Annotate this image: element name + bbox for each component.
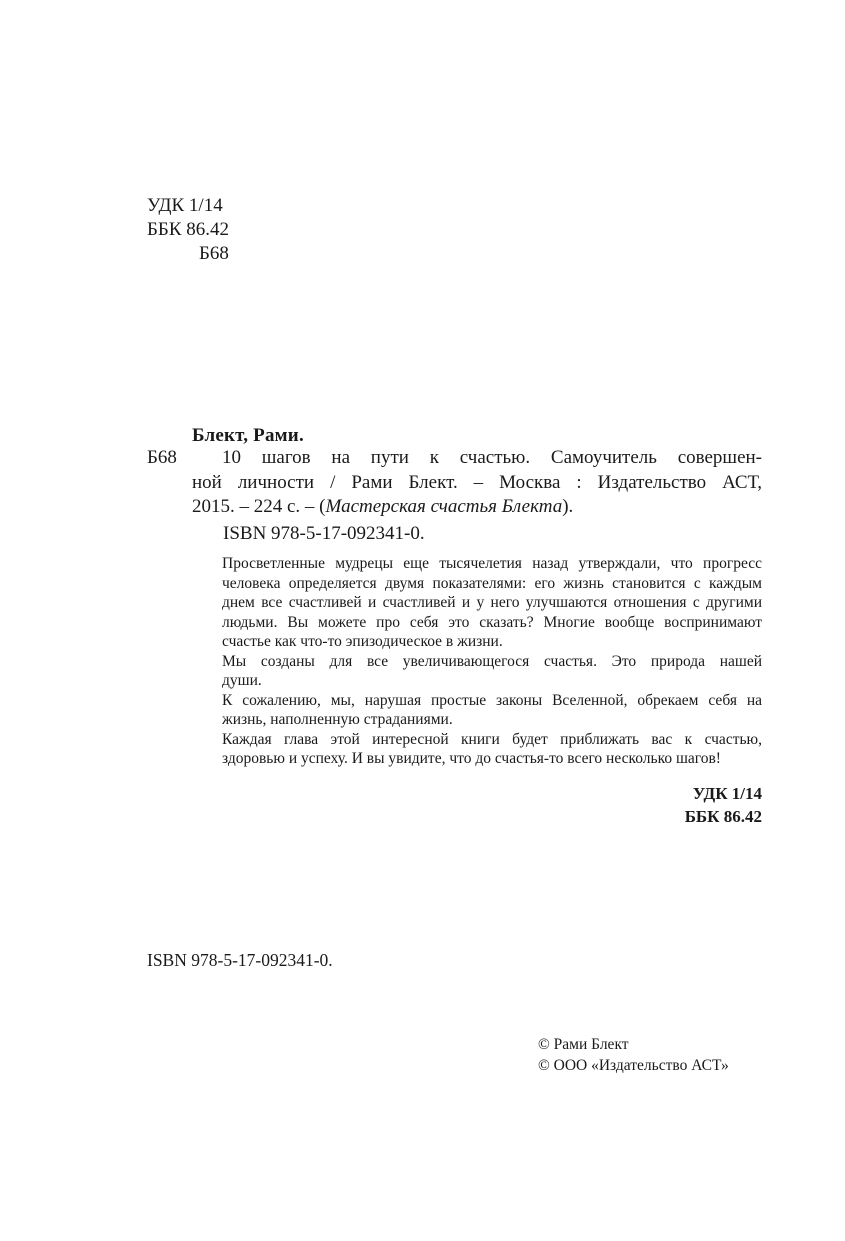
udk-code: УДК 1/14 xyxy=(147,195,223,216)
udk-code: УДК 1/14 xyxy=(692,784,762,803)
bbk-code: ББК 86.42 xyxy=(147,219,229,240)
annotation-line: днем все счастливей и счастливей и у него улучшаются отношения с другими xyxy=(222,594,762,611)
annotation-line: счастье как что-то эпизодическое в жизни. xyxy=(222,633,503,650)
annotation-line: здоровью и успеху. И вы увидите, что до счастья-то всего несколько шагов! xyxy=(222,750,721,767)
description-line: ной личности / Рами Блект. – Москва : Издательство АСТ, xyxy=(192,471,762,493)
annotation-line: К сожалению, мы, нарушая простые законы Вселенной, обрекаем себя на xyxy=(222,691,762,709)
bbk-code: ББК 86.42 xyxy=(684,807,762,826)
isbn-entry: ISBN 978-5-17-092341-0. xyxy=(223,523,425,544)
author-name: Блект, Рами. xyxy=(192,425,304,446)
annotation-line: Мы созданы для все увеличивающегося счастья. Это природа нашей xyxy=(222,652,762,670)
annotation-paragraph xyxy=(192,691,762,730)
series-title: Мастерская счастья Блекта xyxy=(325,496,563,517)
copyright-publisher: © ООО «Издательство АСТ» xyxy=(538,1057,729,1074)
author-sign-code: Б68 xyxy=(199,243,229,264)
annotation-line: души. xyxy=(222,672,262,689)
copyright-author: © Рами Блект xyxy=(538,1036,629,1053)
annotation-line: жизнь, наполненную страданиями. xyxy=(222,711,453,728)
annotation-paragraph xyxy=(192,730,762,769)
bottom-classification-codes xyxy=(630,782,762,828)
description-line-suffix: ). xyxy=(562,496,574,517)
copyright-block xyxy=(538,1034,729,1076)
annotation-paragraph xyxy=(192,652,762,691)
description-line-3 xyxy=(192,495,762,520)
annotation-line: человека определяется двумя показателями: его жизнь становится с каждым xyxy=(222,574,762,592)
top-classification-codes xyxy=(147,194,229,266)
annotation-line: людьми. Вы можете про себя это сказать? Многие вообще воспринимают xyxy=(222,613,762,631)
annotation-paragraph xyxy=(192,554,762,652)
description-line-prefix: 2015. – 224 с. – ( xyxy=(192,496,326,517)
annotation xyxy=(192,554,762,769)
annotation-line: Просветленные мудрецы еще тысячелетия назад утверждали, что прогресс xyxy=(222,555,762,572)
isbn-bottom: ISBN 978-5-17-092341-0. xyxy=(147,950,333,970)
bibliographic-description xyxy=(192,446,762,520)
description-line: 10 шагов на пути к счастью. Самоучитель совершен- xyxy=(222,447,762,468)
annotation-line: Каждая глава этой интересной книги будет приближать вас к счастью, xyxy=(222,730,762,748)
entry-author-sign: Б68 xyxy=(147,447,177,468)
